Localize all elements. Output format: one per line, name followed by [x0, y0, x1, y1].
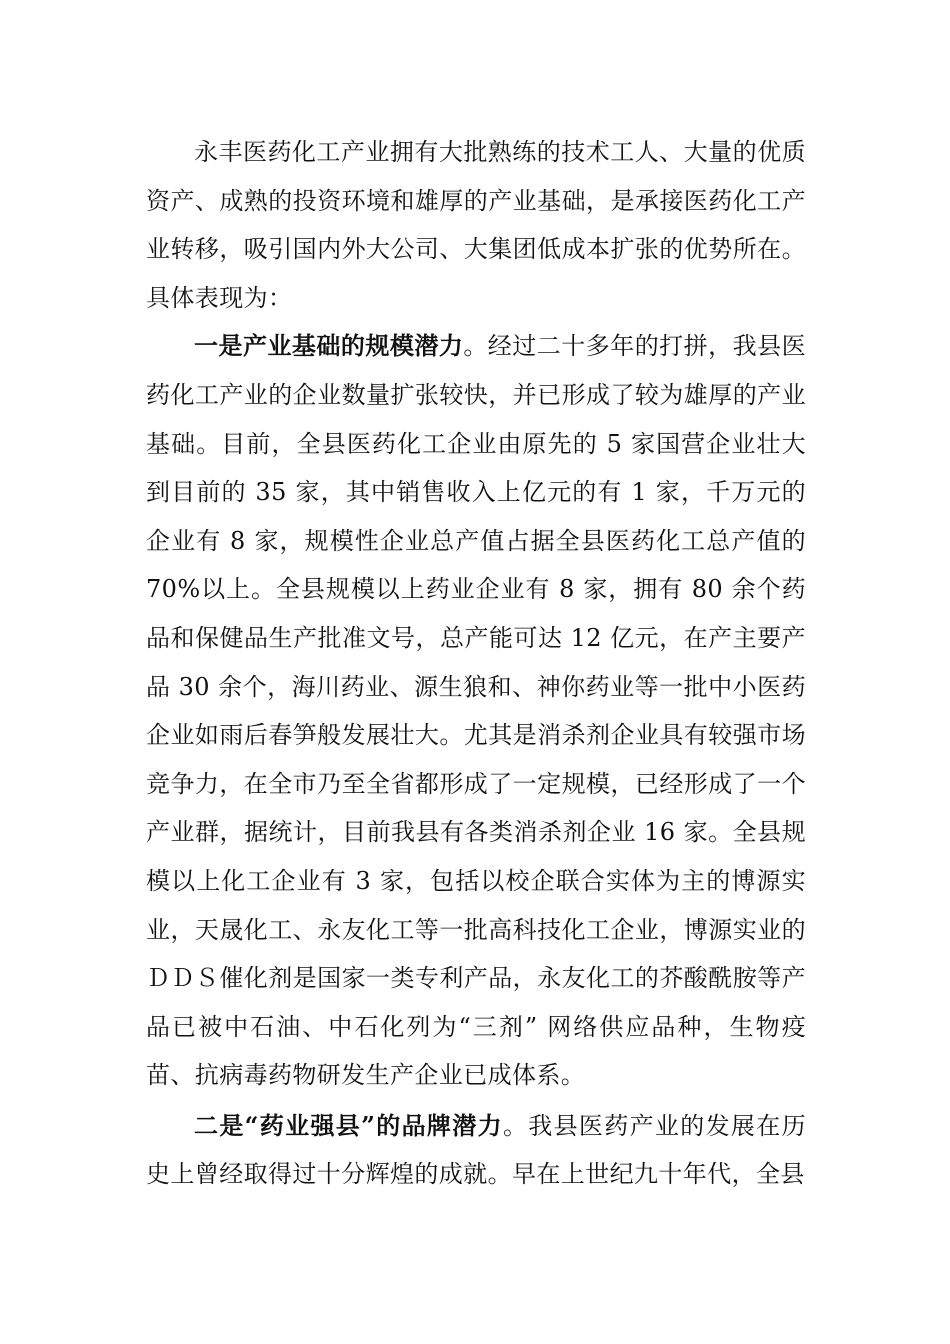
document-body [146, 128, 806, 1199]
paragraph-intro [146, 128, 806, 322]
paragraph-text: 永丰医药化工产业拥有大批熟练的技术工人、大量的优质资产、成熟的投资环境和雄厚的产业基础，是承接医药化工产业转移，吸引国内外大公司、大集团低成本扩张的优势所在。具体表现为： [146, 138, 806, 312]
paragraph-lead: 二是“药业强县”的品牌潜力 [194, 1110, 503, 1140]
paragraph-brand-potential [146, 1102, 806, 1199]
paragraph-text: 。经过二十多年的打拼，我县医药化工产业的企业数量扩张较快，并已形成了较为雄厚的产业基础。目前，全县医药化工企业由原先的 5 家国营企业壮大到目前的 35 家，其中销售收入上亿元的有 1 家，千万元的企业有 8 家，规模性企业总产值占据全县医药化工总产值的 70%以上。全县规模以上药业企业有 8 家，拥有 80 余个药品和保健品生产批准文号，总产能可达 12 亿元，在产主要产品 30 余个，海川药业、源生狼和、神你药业等一批中小医药企业如雨后春笋般发展壮大。尤其是消杀剂企业具有较强市场竞争力，在全市乃至全省都形成了一定规模，已经形成了一个产业群，据统计，目前我县有各类消杀剂企业 16 家。全县规模以上化工企业有 3 家，包括以校企联合实体为主的博源实业，天晟化工、永友化工等一批高科技化工企业，博源实业的ＤＤＳ催化剂是国家一类专利产品，永友化工的芥酸酰胺等产品已被中石油、中石化列为“三剂” 网络供应品种，生物疫苗、抗病毒药物研发生产企业已成体系。 [146, 332, 806, 1090]
paragraph-lead: 一是产业基础的规模潜力 [194, 331, 464, 361]
paragraph-scale-potential [146, 322, 806, 1100]
paragraph-text: 。我县医药产业的发展在历史上曾经取得过十分辉煌的成就。早在上世纪九十年代，全县 [146, 1111, 806, 1189]
